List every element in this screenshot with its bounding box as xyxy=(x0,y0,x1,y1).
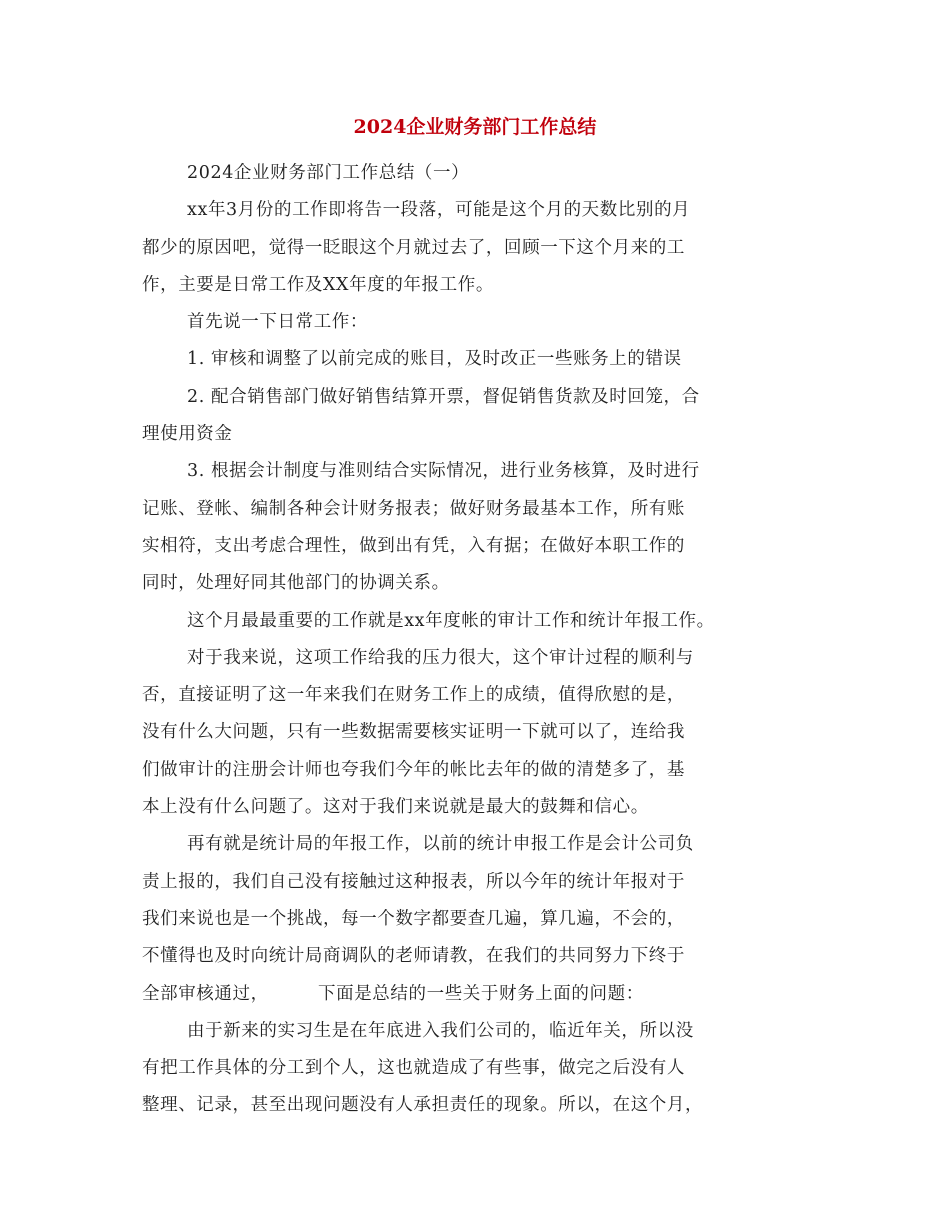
text-line: 责上报的，我们自己没有接触过这种报表，所以今年的统计年报对于 xyxy=(142,871,685,892)
text-line: 2024企业财务部门工作总结（一） xyxy=(187,163,470,183)
text-line: 首先说一下日常工作： xyxy=(187,312,368,333)
text-line: 3. 根据会计制度与准则结合实际情况，进行业务核算，及时进行 xyxy=(187,461,700,482)
document-title: 2024企业财务部门工作总结 xyxy=(353,116,597,138)
text-line: 整理、记录，甚至出现问题没有人承担责任的现象。所以，在这个月， xyxy=(142,1095,704,1116)
text-line: 作，主要是日常工作及XX年度的年报工作。 xyxy=(142,274,494,295)
text-line: 没有什么大问题，只有一些数据需要核实证明一下就可以了，连给我 xyxy=(142,722,685,743)
text-line: 记账、登帐、编制各种会计财务报表；做好财务最基本工作，所有账 xyxy=(142,498,685,519)
text-line: 对于我来说，这项工作给我的压力很大，这个审计过程的顺利与 xyxy=(187,647,694,668)
text-line: 实相符，支出考虑合理性，做到出有凭，入有据；在做好本职工作的 xyxy=(142,535,685,556)
text-line: 否，直接证明了这一年来我们在财务工作上的成绩，值得欣慰的是， xyxy=(142,685,685,706)
text-line: 1. 审核和调整了以前完成的账目，及时改正一些账务上的错误 xyxy=(187,349,682,370)
document-body xyxy=(142,155,822,1125)
text-line: 们做审计的注册会计师也夸我们今年的帐比去年的做的清楚多了，基 xyxy=(142,759,685,780)
text-line: 都少的原因吧，觉得一眨眼这个月就过去了，回顾一下这个月来的工 xyxy=(142,237,685,258)
text-line: 同时，处理好同其他部门的协调关系。 xyxy=(142,573,450,594)
text-line: xx年3月份的工作即将告一段落，可能是这个月的天数比别的月 xyxy=(187,200,691,221)
text-line: 全部审核通过， 下面是总结的一些关于财务上面的问题： xyxy=(142,983,644,1004)
text-line: 本上没有什么问题了。这对于我们来说就是最大的鼓舞和信心。 xyxy=(142,797,649,818)
text-line: 再有就是统计局的年报工作，以前的统计申报工作是会计公司负 xyxy=(187,834,694,855)
text-line: 2. 配合销售部门做好销售结算开票，督促销售货款及时回笼，合 xyxy=(187,386,700,407)
text-line: 由于新来的实习生是在年底进入我们公司的，临近年关，所以没 xyxy=(187,1020,694,1041)
text-line: 有把工作具体的分工到个人，这也就造成了有些事，做完之后没有人 xyxy=(142,1058,685,1079)
text-line: 我们来说也是一个挑战，每一个数字都要查几遍，算几遍，不会的， xyxy=(142,908,685,929)
text-line: 这个月最最重要的工作就是xx年度帐的审计工作和统计年报工作。 xyxy=(187,610,715,631)
text-line: 不懂得也及时向统计局商调队的老师请教，在我们的共同努力下终于 xyxy=(142,946,685,967)
text-line: 理使用资金 xyxy=(142,424,233,445)
